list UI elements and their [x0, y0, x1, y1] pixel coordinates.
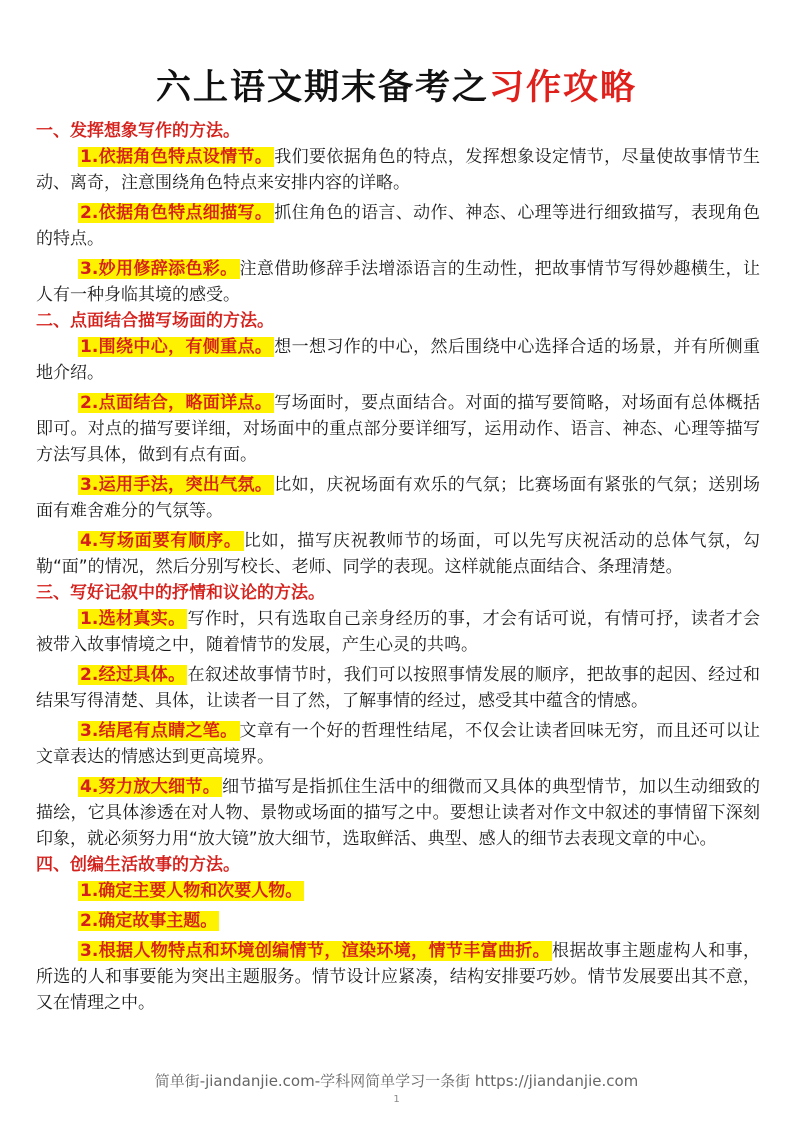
section-heading: 三、写好记叙中的抒情和议论的方法。 [36, 583, 325, 603]
paragraph [36, 200, 760, 252]
paragraph-text: 我们要依据角色的特点，发挥想象设定情节，尽量使故事情节生动、离奇，注意围绕角色特点来安排内容的详略。 [36, 147, 761, 193]
highlight-label: 2.依据角色特点细描写。 [80, 203, 273, 223]
paragraph-text: 抓住角色的语言、动作、神态、心理等进行细致描写，表现角色的特点。 [36, 203, 761, 249]
highlight-label: 3.运用手法，突出气氛。 [80, 475, 273, 495]
section-heading: 一、发挥想象写作的方法。 [36, 121, 240, 141]
paragraph [36, 472, 760, 524]
highlight-label: 1.选材真实。 [80, 609, 186, 629]
paragraph-text: 比如，描写庆祝教师节的场面，可以先写庆祝活动的总体气氛，勾勒“面”的情况，然后分别写校长、老师、同学的表现。这样就能点面结合、条理清楚。 [36, 531, 760, 577]
paragraph [36, 718, 760, 770]
highlight-label: 3.根据人物特点和环境创编情节，渲染环境，情节丰富曲折。 [80, 941, 551, 961]
highlight-label: 1.围绕中心，有侧重点。 [80, 337, 273, 357]
paragraph-text: 写场面时，要点面结合。对面的描写要简略，对场面有总体概括即可。对点的描写要详细，对场面中的重点部分要详细写，运用动作、语言、神态、心理等描写方法写具体，做到有点有面。 [36, 393, 761, 465]
section-3 [36, 580, 760, 852]
section-2 [36, 308, 760, 580]
paragraph-text: 比如，庆祝场面有欢乐的气氛；比赛场面有紧张的气氛；送别场面有难舍难分的气氛等。 [36, 475, 761, 521]
highlight-label: 2.确定故事主题。 [80, 911, 218, 931]
paragraph-text: 文章有一个好的哲理性结尾，不仅会让读者回味无穷，而且还可以让文章表达的情感达到更高境界。 [36, 721, 761, 767]
paragraph [36, 774, 760, 852]
paragraph [36, 662, 760, 714]
highlight-label: 1.依据角色特点设情节。 [80, 147, 273, 167]
paragraph-text: 注意借助修辞手法增添语言的生动性，把故事情节写得妙趣横生，让人有一种身临其境的感受。 [36, 259, 761, 305]
title-part-red: 习作攻略 [489, 68, 638, 108]
section-1 [36, 118, 760, 308]
paragraph [36, 938, 760, 1016]
page-number: 1 [393, 1094, 400, 1105]
paragraph-text: 写作时，只有选取自己亲身经历的事，才会有话可说，有情可抒，读者才会被带入故事情境之中，随着情节的发展，产生心灵的共鸣。 [36, 609, 760, 655]
paragraph-text: 在叙述故事情节时，我们可以按照事情发展的顺序，把故事的起因、经过和结果写得清楚、具体，让读者一目了然，了解事情的经过，感受其中蕴含的情感。 [36, 665, 760, 711]
paragraph-text: 根据故事主题虚构人和事，所选的人和事要能为突出主题服务。情节设计应紧凑，结构安排要巧妙。情节发展要出其不意，又在情理之中。 [36, 941, 760, 1013]
paragraph [36, 908, 760, 934]
paragraph [36, 144, 760, 196]
highlight-label: 3.结尾有点睛之笔。 [80, 721, 238, 741]
paragraph [36, 334, 760, 386]
highlight-label: 4.努力放大细节。 [80, 777, 221, 797]
paragraph [36, 606, 760, 658]
highlight-label: 2.点面结合，略面详点。 [80, 393, 273, 413]
paragraph [36, 528, 760, 580]
paragraph-text: 细节描写是指抓住生活中的细微而又具体的典型情节，加以生动细致的描绘，它具体渗透在对人物、景物或场面的描写之中。要想让读者对作文中叙述的事情留下深刻印象，就必须努力用“放大镜”放大细节，选取鲜活、典型、感人的细节去表现文章的中心。 [36, 777, 760, 849]
section-heading: 二、点面结合描写场面的方法。 [36, 311, 274, 331]
title-part-black: 六上语文期末备考之 [155, 68, 489, 108]
highlight-label: 3.妙用修辞添色彩。 [80, 259, 238, 279]
paragraph-text: 想一想习作的中心，然后围绕中心选择合适的场景，并有所侧重地介绍。 [36, 337, 761, 383]
footer-watermark: 简单街-jiandanjie.com-学科网简单学习一条街 https://jiandanjie.com [154, 1072, 639, 1090]
highlight-label: 2.经过具体。 [80, 665, 186, 685]
paragraph [36, 390, 760, 468]
paragraph [36, 256, 760, 308]
section-heading: 四、创编生活故事的方法。 [36, 855, 240, 875]
page-title [0, 66, 793, 110]
highlight-label: 1.确定主要人物和次要人物。 [80, 881, 303, 901]
highlight-label: 4.写场面要有顺序。 [80, 531, 242, 551]
paragraph [36, 878, 760, 904]
document-body [36, 118, 760, 1016]
section-4 [36, 852, 760, 1016]
